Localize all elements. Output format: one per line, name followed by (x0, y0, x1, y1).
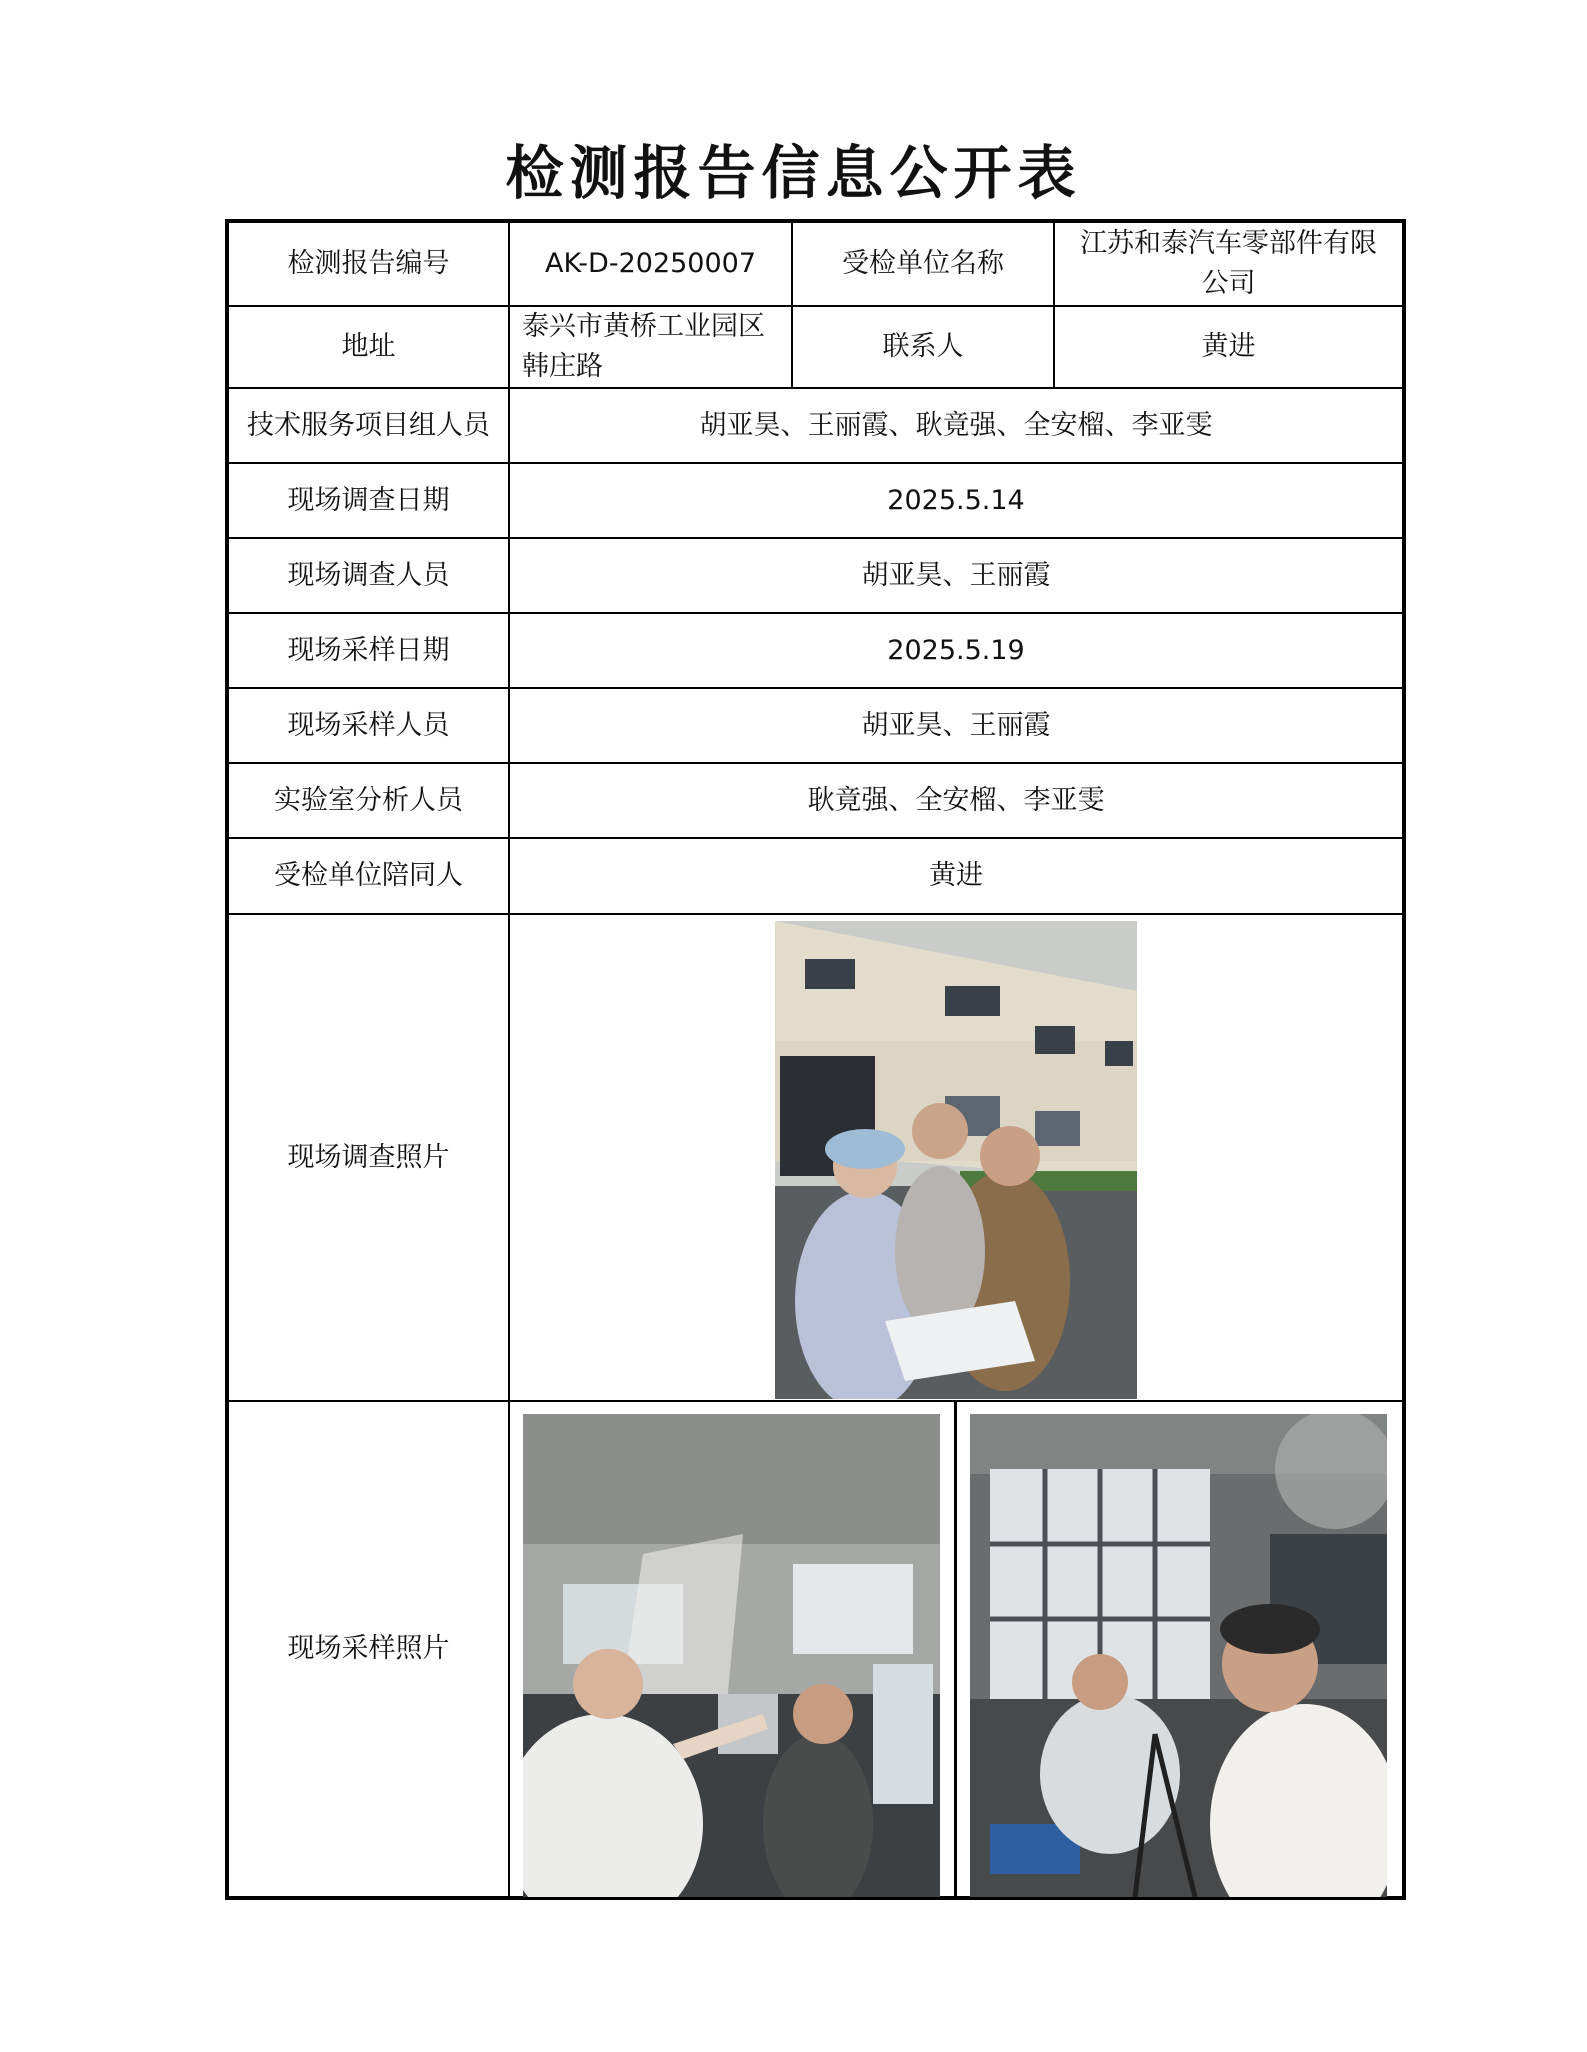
table-row (227, 838, 1404, 914)
report-no-value: AK-D-20250007 (509, 221, 792, 306)
table-row (227, 538, 1404, 613)
table-row (227, 613, 1404, 688)
table-row (227, 388, 1404, 463)
sampling-photo-2 (970, 1414, 1387, 1897)
sampling-date-label: 现场采样日期 (227, 613, 509, 688)
table-row (227, 914, 1404, 1401)
unit-label: 受检单位名称 (792, 221, 1054, 306)
photo-divider (954, 1402, 957, 1896)
table-row (227, 1401, 1404, 1898)
address-value: 泰兴市黄桥工业园区韩庄路 (509, 306, 792, 388)
table-row (227, 221, 1404, 306)
report-table (225, 219, 1406, 1900)
escort-value: 黄进 (509, 838, 1404, 914)
survey-photo-cell (509, 914, 1404, 1401)
unit-value: 江苏和泰汽车零部件有限公司 (1054, 221, 1404, 306)
lab-staff-label: 实验室分析人员 (227, 763, 509, 838)
lab-staff-value: 耿竟强、全安榴、李亚雯 (509, 763, 1404, 838)
survey-staff-label: 现场调查人员 (227, 538, 509, 613)
table-row (227, 688, 1404, 763)
address-label: 地址 (227, 306, 509, 388)
survey-date-value: 2025.5.14 (509, 463, 1404, 538)
sampling-photo-1 (523, 1414, 940, 1897)
contact-label: 联系人 (792, 306, 1054, 388)
sampling-date-value: 2025.5.19 (509, 613, 1404, 688)
sampling-staff-label: 现场采样人员 (227, 688, 509, 763)
report-no-label: 检测报告编号 (227, 221, 509, 306)
escort-label: 受检单位陪同人 (227, 838, 509, 914)
survey-photo-label: 现场调查照片 (227, 914, 509, 1401)
team-label: 技术服务项目组人员 (227, 388, 509, 463)
table-row (227, 306, 1404, 388)
table-row (227, 463, 1404, 538)
sampling-photo-label: 现场采样照片 (227, 1401, 509, 1898)
team-value: 胡亚昊、王丽霞、耿竟强、全安榴、李亚雯 (509, 388, 1404, 463)
survey-photo (775, 921, 1137, 1399)
survey-staff-value: 胡亚昊、王丽霞 (509, 538, 1404, 613)
table-row (227, 763, 1404, 838)
sampling-staff-value: 胡亚昊、王丽霞 (509, 688, 1404, 763)
page-title: 检测报告信息公开表 (505, 139, 1082, 207)
survey-date-label: 现场调查日期 (227, 463, 509, 538)
sampling-photo-cell (509, 1401, 1404, 1898)
contact-value: 黄进 (1054, 306, 1404, 388)
